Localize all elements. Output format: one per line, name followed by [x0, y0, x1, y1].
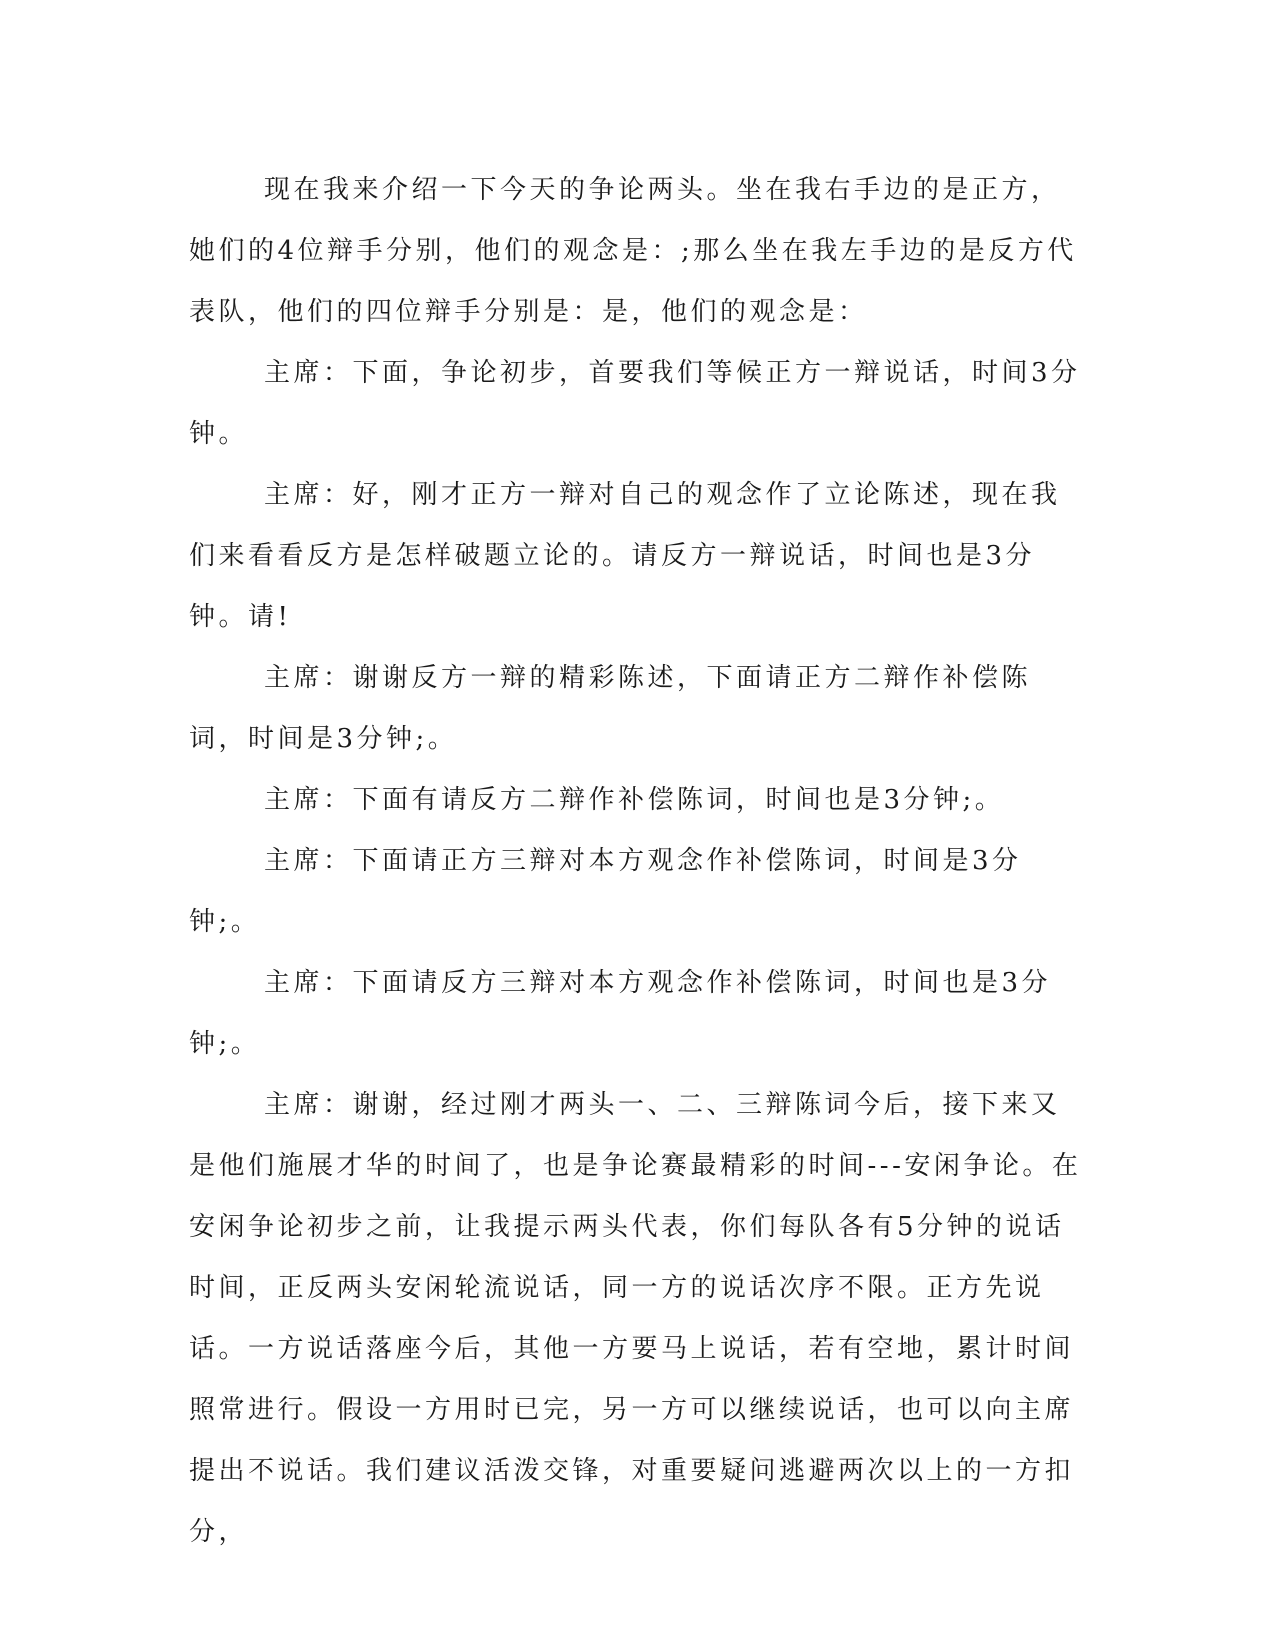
paragraph-intro: 现在我来介绍一下今天的争论两头。坐在我右手边的是正方，她们的4位辩手分别，他们的观念是：;那么坐在我左手边的是反方代表队，他们的四位辩手分别是：是，他们的观念是：	[189, 175, 1077, 327]
paragraph-free-debate: 主席：谢谢，经过刚才两头一、二、三辩陈词今后，接下来又是他们施展才华的时间了，也是争论赛最精彩的时间---安闲争论。在安闲争论初步之前，让我提示两头代表，你们每队各有5分钟的说话时间，正反两头安闲轮流说话，同一方的说话次序不限。正方先说话。一方说话落座今后，其他一方要马上说话，若有空地，累计时间照常进行。假设一方用时已完，另一方可以继续说话，也可以向主席提出不说话。我们建议活泼交锋，对重要疑问逃避两次以上的一方扣分，	[189, 1090, 1082, 1547]
document-body	[189, 160, 1089, 1563]
paragraph-con-third: 主席：下面请反方三辩对本方观念作补偿陈词，时间也是3分钟;。	[189, 968, 1052, 1059]
paragraph-pro-second: 主席：谢谢反方一辩的精彩陈述，下面请正方二辩作补偿陈词，时间是3分钟;。	[189, 663, 1032, 754]
paragraph-first-speaker: 主席：下面，争论初步，首要我们等候正方一辩说话，时间3分钟。	[189, 358, 1081, 449]
paragraph-pro-third: 主席：下面请正方三辩对本方观念作补偿陈词，时间是3分钟;。	[189, 846, 1022, 937]
paragraph-con-second: 主席：下面有请反方二辩作补偿陈词，时间也是3分钟;。	[264, 785, 1005, 815]
paragraph-opponent-first: 主席：好，刚才正方一辩对自己的观念作了立论陈述，现在我们来看看反方是怎样破题立论的。请反方一辩说话，时间也是3分钟。请!	[189, 480, 1061, 632]
